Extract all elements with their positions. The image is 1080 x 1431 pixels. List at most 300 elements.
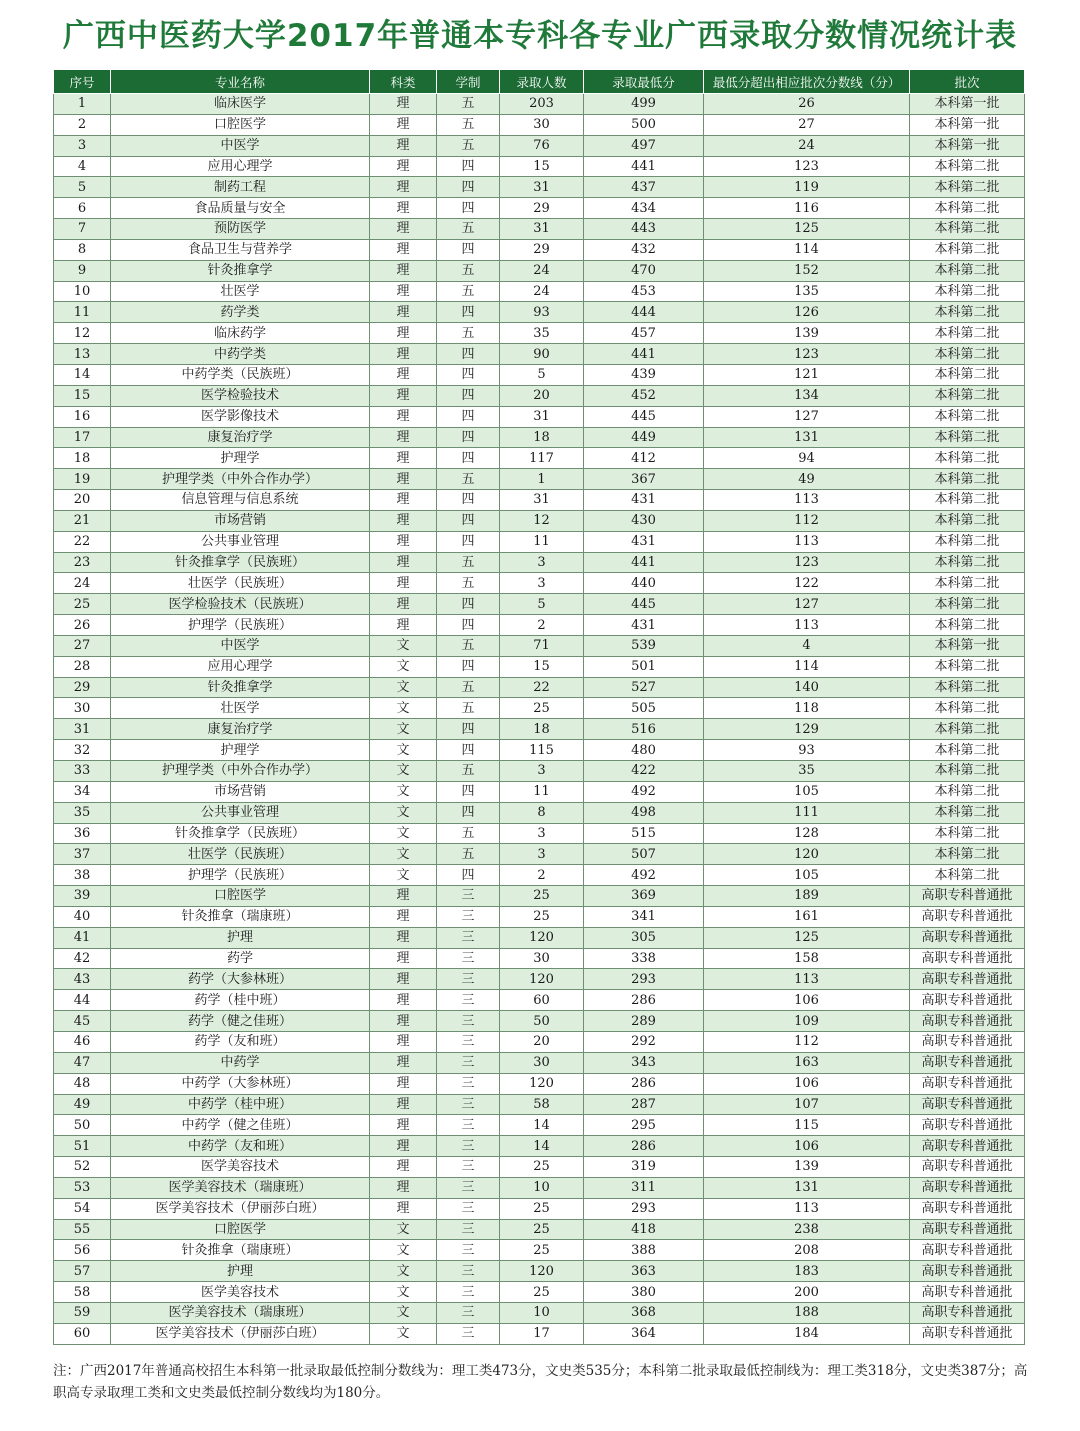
- table-row: [54, 510, 1025, 531]
- batch-cell: 高职专科普通批: [910, 1157, 1025, 1178]
- duration-cell: 四: [437, 740, 500, 761]
- category-cell: 理: [370, 219, 437, 240]
- batch-cell: 高职专科普通批: [910, 1031, 1025, 1052]
- major-name-cell: 中药学类: [111, 344, 370, 365]
- duration-cell: 四: [437, 865, 500, 886]
- major-name-cell: 康复治疗学: [111, 719, 370, 740]
- major-name-cell: 中药学类（民族班）: [111, 364, 370, 385]
- min-score-cell: 367: [584, 469, 704, 490]
- score-above-line-cell: 126: [704, 302, 910, 323]
- index-cell: 58: [54, 1282, 111, 1303]
- min-score-cell: 388: [584, 1240, 704, 1261]
- category-cell: 文: [370, 823, 437, 844]
- min-score-cell: 445: [584, 406, 704, 427]
- score-above-line-cell: 123: [704, 344, 910, 365]
- min-score-cell: 505: [584, 698, 704, 719]
- batch-cell: 本科第二批: [910, 364, 1025, 385]
- enrolled-count-cell: 76: [500, 135, 584, 156]
- score-above-line-cell: 113: [704, 615, 910, 636]
- major-name-cell: 康复治疗学: [111, 427, 370, 448]
- enrolled-count-cell: 117: [500, 448, 584, 469]
- duration-cell: 五: [437, 135, 500, 156]
- min-score-cell: 341: [584, 906, 704, 927]
- major-name-cell: 针灸推拿学: [111, 677, 370, 698]
- table-header: [54, 70, 1025, 94]
- duration-cell: 三: [437, 927, 500, 948]
- duration-cell: 五: [437, 219, 500, 240]
- table-row: [54, 1282, 1025, 1303]
- major-name-cell: 药学（健之佳班）: [111, 1011, 370, 1032]
- major-name-cell: 信息管理与信息系统: [111, 490, 370, 511]
- index-cell: 57: [54, 1261, 111, 1282]
- enrolled-count-cell: 2: [500, 865, 584, 886]
- index-cell: 44: [54, 990, 111, 1011]
- enrolled-count-cell: 3: [500, 823, 584, 844]
- batch-cell: 高职专科普通批: [910, 1323, 1025, 1344]
- category-cell: 理: [370, 969, 437, 990]
- category-cell: 理: [370, 135, 437, 156]
- batch-cell: 高职专科普通批: [910, 969, 1025, 990]
- table-row: [54, 239, 1025, 260]
- enrolled-count-cell: 1: [500, 469, 584, 490]
- index-cell: 31: [54, 719, 111, 740]
- major-name-cell: 临床药学: [111, 323, 370, 344]
- min-score-cell: 441: [584, 344, 704, 365]
- major-name-cell: 中医学: [111, 635, 370, 656]
- category-cell: 理: [370, 1115, 437, 1136]
- enrolled-count-cell: 20: [500, 385, 584, 406]
- score-above-line-cell: 123: [704, 552, 910, 573]
- min-score-cell: 499: [584, 94, 704, 115]
- batch-cell: 本科第一批: [910, 635, 1025, 656]
- duration-cell: 三: [437, 1198, 500, 1219]
- major-name-cell: 针灸推拿（瑞康班）: [111, 906, 370, 927]
- enrolled-count-cell: 22: [500, 677, 584, 698]
- min-score-cell: 412: [584, 448, 704, 469]
- major-name-cell: 药学（大参林班）: [111, 969, 370, 990]
- duration-cell: 五: [437, 281, 500, 302]
- enrolled-count-cell: 3: [500, 552, 584, 573]
- score-above-line-cell: 129: [704, 719, 910, 740]
- batch-cell: 高职专科普通批: [910, 1261, 1025, 1282]
- index-cell: 6: [54, 198, 111, 219]
- score-above-line-cell: 123: [704, 156, 910, 177]
- table-row: [54, 719, 1025, 740]
- table-row: [54, 302, 1025, 323]
- category-cell: 文: [370, 635, 437, 656]
- major-name-cell: 护理: [111, 1261, 370, 1282]
- enrolled-count-cell: 25: [500, 886, 584, 907]
- min-score-cell: 431: [584, 531, 704, 552]
- min-score-cell: 441: [584, 156, 704, 177]
- category-cell: 理: [370, 406, 437, 427]
- batch-cell: 本科第二批: [910, 823, 1025, 844]
- batch-cell: 本科第二批: [910, 510, 1025, 531]
- index-cell: 29: [54, 677, 111, 698]
- min-score-cell: 437: [584, 177, 704, 198]
- table-row: [54, 656, 1025, 677]
- enrolled-count-cell: 24: [500, 281, 584, 302]
- duration-cell: 三: [437, 1177, 500, 1198]
- enrolled-count-cell: 30: [500, 114, 584, 135]
- score-above-line-cell: 116: [704, 198, 910, 219]
- duration-cell: 五: [437, 114, 500, 135]
- table-row: [54, 1219, 1025, 1240]
- major-name-cell: 针灸推拿（瑞康班）: [111, 1240, 370, 1261]
- enrolled-count-cell: 2: [500, 615, 584, 636]
- duration-cell: 五: [437, 635, 500, 656]
- min-score-cell: 501: [584, 656, 704, 677]
- major-name-cell: 护理学类（中外合作办学）: [111, 761, 370, 782]
- table-row: [54, 114, 1025, 135]
- category-cell: 理: [370, 114, 437, 135]
- index-cell: 56: [54, 1240, 111, 1261]
- enrolled-count-cell: 11: [500, 781, 584, 802]
- category-cell: 理: [370, 1073, 437, 1094]
- batch-cell: 高职专科普通批: [910, 1177, 1025, 1198]
- table-row: [54, 1052, 1025, 1073]
- batch-cell: 本科第二批: [910, 781, 1025, 802]
- duration-cell: 四: [437, 302, 500, 323]
- batch-cell: 高职专科普通批: [910, 1011, 1025, 1032]
- index-cell: 34: [54, 781, 111, 802]
- major-name-cell: 口腔医学: [111, 114, 370, 135]
- index-cell: 40: [54, 906, 111, 927]
- index-cell: 13: [54, 344, 111, 365]
- index-cell: 5: [54, 177, 111, 198]
- duration-cell: 三: [437, 990, 500, 1011]
- score-above-line-cell: 120: [704, 844, 910, 865]
- min-score-cell: 470: [584, 260, 704, 281]
- column-header: 最低分超出相应批次分数线（分）: [704, 70, 910, 94]
- batch-cell: 高职专科普通批: [910, 1136, 1025, 1157]
- category-cell: 理: [370, 1094, 437, 1115]
- category-cell: 理: [370, 1052, 437, 1073]
- min-score-cell: 295: [584, 1115, 704, 1136]
- duration-cell: 五: [437, 698, 500, 719]
- batch-cell: 本科第一批: [910, 114, 1025, 135]
- index-cell: 21: [54, 510, 111, 531]
- major-name-cell: 中药学（友和班）: [111, 1136, 370, 1157]
- table-row: [54, 761, 1025, 782]
- min-score-cell: 515: [584, 823, 704, 844]
- table-row: [54, 552, 1025, 573]
- score-above-line-cell: 161: [704, 906, 910, 927]
- duration-cell: 五: [437, 94, 500, 115]
- min-score-cell: 449: [584, 427, 704, 448]
- duration-cell: 三: [437, 1073, 500, 1094]
- category-cell: 文: [370, 761, 437, 782]
- index-cell: 3: [54, 135, 111, 156]
- batch-cell: 本科第二批: [910, 615, 1025, 636]
- category-cell: 理: [370, 531, 437, 552]
- batch-cell: 本科第二批: [910, 219, 1025, 240]
- table-row: [54, 469, 1025, 490]
- enrolled-count-cell: 31: [500, 406, 584, 427]
- score-above-line-cell: 135: [704, 281, 910, 302]
- enrolled-count-cell: 15: [500, 156, 584, 177]
- score-above-line-cell: 125: [704, 927, 910, 948]
- category-cell: 理: [370, 177, 437, 198]
- min-score-cell: 343: [584, 1052, 704, 1073]
- duration-cell: 四: [437, 719, 500, 740]
- min-score-cell: 480: [584, 740, 704, 761]
- category-cell: 理: [370, 364, 437, 385]
- major-name-cell: 针灸推拿学（民族班）: [111, 823, 370, 844]
- enrolled-count-cell: 10: [500, 1177, 584, 1198]
- enrolled-count-cell: 71: [500, 635, 584, 656]
- enrolled-count-cell: 35: [500, 323, 584, 344]
- index-cell: 30: [54, 698, 111, 719]
- index-cell: 23: [54, 552, 111, 573]
- batch-cell: 本科第二批: [910, 552, 1025, 573]
- score-above-line-cell: 93: [704, 740, 910, 761]
- table-row: [54, 844, 1025, 865]
- category-cell: 理: [370, 1136, 437, 1157]
- score-above-line-cell: 112: [704, 1031, 910, 1052]
- enrolled-count-cell: 50: [500, 1011, 584, 1032]
- score-above-line-cell: 184: [704, 1323, 910, 1344]
- enrolled-count-cell: 11: [500, 531, 584, 552]
- duration-cell: 五: [437, 823, 500, 844]
- min-score-cell: 293: [584, 969, 704, 990]
- enrolled-count-cell: 29: [500, 198, 584, 219]
- major-name-cell: 壮医学: [111, 281, 370, 302]
- score-above-line-cell: 106: [704, 1136, 910, 1157]
- batch-cell: 高职专科普通批: [910, 990, 1025, 1011]
- index-cell: 10: [54, 281, 111, 302]
- index-cell: 15: [54, 385, 111, 406]
- table-row: [54, 406, 1025, 427]
- min-score-cell: 507: [584, 844, 704, 865]
- table-row: [54, 1136, 1025, 1157]
- table-row: [54, 1157, 1025, 1178]
- batch-cell: 本科第一批: [910, 135, 1025, 156]
- index-cell: 41: [54, 927, 111, 948]
- batch-cell: 本科第二批: [910, 531, 1025, 552]
- duration-cell: 三: [437, 1011, 500, 1032]
- min-score-cell: 380: [584, 1282, 704, 1303]
- duration-cell: 三: [437, 1261, 500, 1282]
- duration-cell: 五: [437, 761, 500, 782]
- score-above-line-cell: 163: [704, 1052, 910, 1073]
- duration-cell: 三: [437, 1157, 500, 1178]
- table-row: [54, 1261, 1025, 1282]
- batch-cell: 高职专科普通批: [910, 1073, 1025, 1094]
- table-row: [54, 177, 1025, 198]
- score-above-line-cell: 152: [704, 260, 910, 281]
- duration-cell: 四: [437, 656, 500, 677]
- min-score-cell: 286: [584, 990, 704, 1011]
- min-score-cell: 418: [584, 1219, 704, 1240]
- duration-cell: 四: [437, 198, 500, 219]
- index-cell: 59: [54, 1302, 111, 1323]
- table-row: [54, 135, 1025, 156]
- major-name-cell: 应用心理学: [111, 656, 370, 677]
- batch-cell: 本科第二批: [910, 719, 1025, 740]
- batch-cell: 高职专科普通批: [910, 886, 1025, 907]
- score-above-line-cell: 127: [704, 406, 910, 427]
- min-score-cell: 492: [584, 781, 704, 802]
- enrolled-count-cell: 15: [500, 656, 584, 677]
- table-row: [54, 1302, 1025, 1323]
- table-row: [54, 906, 1025, 927]
- enrolled-count-cell: 115: [500, 740, 584, 761]
- category-cell: 文: [370, 1302, 437, 1323]
- index-cell: 60: [54, 1323, 111, 1344]
- enrolled-count-cell: 3: [500, 573, 584, 594]
- major-name-cell: 临床医学: [111, 94, 370, 115]
- min-score-cell: 286: [584, 1073, 704, 1094]
- min-score-cell: 311: [584, 1177, 704, 1198]
- duration-cell: 三: [437, 1031, 500, 1052]
- table-row: [54, 1011, 1025, 1032]
- index-cell: 4: [54, 156, 111, 177]
- batch-cell: 高职专科普通批: [910, 948, 1025, 969]
- score-above-line-cell: 122: [704, 573, 910, 594]
- duration-cell: 四: [437, 510, 500, 531]
- enrolled-count-cell: 24: [500, 260, 584, 281]
- duration-cell: 四: [437, 344, 500, 365]
- column-header: 专业名称: [111, 70, 370, 94]
- column-header: 学制: [437, 70, 500, 94]
- page-title: 广西中医药大学2017年普通本专科各专业广西录取分数情况统计表: [62, 18, 1018, 54]
- batch-cell: 高职专科普通批: [910, 1052, 1025, 1073]
- category-cell: 理: [370, 469, 437, 490]
- category-cell: 文: [370, 844, 437, 865]
- table-row: [54, 927, 1025, 948]
- index-cell: 42: [54, 948, 111, 969]
- enrolled-count-cell: 29: [500, 239, 584, 260]
- duration-cell: 三: [437, 969, 500, 990]
- index-cell: 26: [54, 615, 111, 636]
- duration-cell: 四: [437, 490, 500, 511]
- batch-cell: 本科第二批: [910, 844, 1025, 865]
- table-row: [54, 865, 1025, 886]
- score-above-line-cell: 106: [704, 1073, 910, 1094]
- category-cell: 理: [370, 448, 437, 469]
- table-row: [54, 94, 1025, 115]
- category-cell: 理: [370, 1198, 437, 1219]
- duration-cell: 四: [437, 427, 500, 448]
- major-name-cell: 医学检验技术: [111, 385, 370, 406]
- min-score-cell: 497: [584, 135, 704, 156]
- category-cell: 文: [370, 1282, 437, 1303]
- index-cell: 37: [54, 844, 111, 865]
- min-score-cell: 439: [584, 364, 704, 385]
- min-score-cell: 441: [584, 552, 704, 573]
- index-cell: 46: [54, 1031, 111, 1052]
- enrolled-count-cell: 203: [500, 94, 584, 115]
- score-above-line-cell: 139: [704, 1157, 910, 1178]
- table-row: [54, 615, 1025, 636]
- table-row: [54, 1115, 1025, 1136]
- min-score-cell: 431: [584, 490, 704, 511]
- category-cell: 理: [370, 198, 437, 219]
- score-above-line-cell: 49: [704, 469, 910, 490]
- index-cell: 9: [54, 260, 111, 281]
- score-above-line-cell: 121: [704, 364, 910, 385]
- score-above-line-cell: 27: [704, 114, 910, 135]
- score-above-line-cell: 114: [704, 239, 910, 260]
- category-cell: 理: [370, 573, 437, 594]
- duration-cell: 五: [437, 323, 500, 344]
- table-row: [54, 490, 1025, 511]
- batch-cell: 本科第二批: [910, 761, 1025, 782]
- category-cell: 理: [370, 344, 437, 365]
- category-cell: 文: [370, 1219, 437, 1240]
- index-cell: 8: [54, 239, 111, 260]
- score-above-line-cell: 113: [704, 1198, 910, 1219]
- table-row: [54, 740, 1025, 761]
- category-cell: 理: [370, 906, 437, 927]
- enrolled-count-cell: 120: [500, 969, 584, 990]
- index-cell: 27: [54, 635, 111, 656]
- batch-cell: 本科第二批: [910, 698, 1025, 719]
- min-score-cell: 527: [584, 677, 704, 698]
- major-name-cell: 市场营销: [111, 781, 370, 802]
- major-name-cell: 中药学（桂中班）: [111, 1094, 370, 1115]
- enrolled-count-cell: 8: [500, 802, 584, 823]
- category-cell: 文: [370, 1240, 437, 1261]
- score-above-line-cell: 139: [704, 323, 910, 344]
- category-cell: 理: [370, 1011, 437, 1032]
- table-row: [54, 948, 1025, 969]
- table-row: [54, 1177, 1025, 1198]
- table-row: [54, 677, 1025, 698]
- min-score-cell: 287: [584, 1094, 704, 1115]
- index-cell: 18: [54, 448, 111, 469]
- major-name-cell: 护理学（民族班）: [111, 865, 370, 886]
- duration-cell: 三: [437, 1323, 500, 1344]
- duration-cell: 四: [437, 385, 500, 406]
- category-cell: 理: [370, 94, 437, 115]
- table-row: [54, 698, 1025, 719]
- category-cell: 文: [370, 656, 437, 677]
- major-name-cell: 护理学: [111, 740, 370, 761]
- batch-cell: 本科第二批: [910, 677, 1025, 698]
- major-name-cell: 针灸推拿学（民族班）: [111, 552, 370, 573]
- major-name-cell: 护理: [111, 927, 370, 948]
- category-cell: 文: [370, 802, 437, 823]
- duration-cell: 三: [437, 1052, 500, 1073]
- major-name-cell: 口腔医学: [111, 886, 370, 907]
- major-name-cell: 口腔医学: [111, 1219, 370, 1240]
- table-body: [54, 94, 1025, 1345]
- batch-cell: 本科第二批: [910, 281, 1025, 302]
- min-score-cell: 434: [584, 198, 704, 219]
- table-row: [54, 260, 1025, 281]
- batch-cell: 高职专科普通批: [910, 906, 1025, 927]
- category-cell: 理: [370, 281, 437, 302]
- index-cell: 33: [54, 761, 111, 782]
- duration-cell: 四: [437, 177, 500, 198]
- batch-cell: 本科第二批: [910, 865, 1025, 886]
- min-score-cell: 516: [584, 719, 704, 740]
- enrolled-count-cell: 25: [500, 1198, 584, 1219]
- duration-cell: 四: [437, 781, 500, 802]
- major-name-cell: 壮医学: [111, 698, 370, 719]
- duration-cell: 三: [437, 1094, 500, 1115]
- duration-cell: 四: [437, 615, 500, 636]
- enrolled-count-cell: 25: [500, 698, 584, 719]
- duration-cell: 四: [437, 156, 500, 177]
- category-cell: 文: [370, 865, 437, 886]
- enrolled-count-cell: 58: [500, 1094, 584, 1115]
- min-score-cell: 286: [584, 1136, 704, 1157]
- score-above-line-cell: 106: [704, 990, 910, 1011]
- enrolled-count-cell: 90: [500, 344, 584, 365]
